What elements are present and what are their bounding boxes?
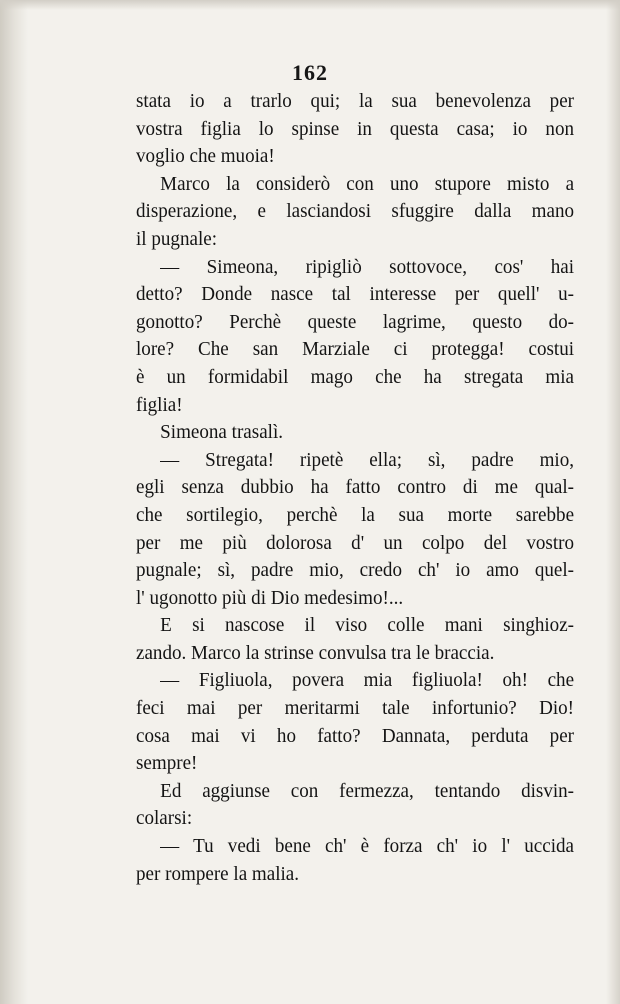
scan-shadow-left (0, 0, 28, 1004)
text-line: — Stregata! ripetè ella; sì, padre mio, (160, 448, 575, 471)
text-line: colarsi: (136, 807, 193, 830)
text-line: egli senza dubbio ha fatto contro di me qual- (136, 476, 575, 499)
text-line: feci mai per meritarmi tale infortunio? Dio! (136, 697, 575, 720)
text-line: stata io a trarlo qui; la sua benevolenza per (136, 90, 575, 112)
text-line: Marco la considerò con uno stupore misto a (160, 172, 575, 195)
text-line: è un formidabil mago che ha stregata mia (136, 365, 575, 388)
text-line: sempre! (136, 752, 198, 775)
text-line: Ed aggiunse con fermezza, tentando disvin- (160, 779, 575, 802)
text-line: — Tu vedi bene ch' è forza ch' io l' uccida (160, 835, 575, 858)
text-line: voglio che muoia! (136, 145, 275, 168)
text-line: pugnale; sì, padre mio, credo ch' io amo quel- (136, 559, 575, 582)
text-line: per me più dolorosa d' un colpo del vostro (136, 531, 575, 554)
text-line: E si nascose il viso colle mani singhioz- (160, 614, 575, 637)
text-line: zando. Marco la strinse convulsa tra le braccia. (136, 641, 495, 664)
text-line: detto? Donde nasce tal interesse per quell' u- (136, 283, 575, 306)
text-line: il pugnale: (136, 227, 218, 250)
text-line: figlia! (136, 393, 183, 416)
text-line: lore? Che san Marziale ci protegga! costui (136, 338, 575, 361)
text-line: che sortilegio, perchè la sua morte sarebbe (136, 503, 575, 526)
scan-shadow-right (606, 0, 620, 1004)
text-line: — Simeona, ripigliò sottovoce, cos' hai (160, 255, 575, 278)
body-text (136, 88, 574, 888)
text-line: Simeona trasalì. (160, 421, 284, 444)
page-number: 162 (292, 60, 328, 85)
text-line: — Figliuola, povera mia figliuola! oh! che (160, 669, 575, 692)
text-line: cosa mai vi ho fatto? Dannata, perduta per (136, 724, 575, 747)
scan-shadow-top (0, 0, 620, 10)
text-line: disperazione, e lasciandosi sfuggire dalla mano (136, 200, 575, 223)
text-line: per rompere la malia. (136, 862, 300, 885)
text-line: gonotto? Perchè queste lagrime, questo do- (136, 310, 575, 333)
text-line: vostra figlia lo spinse in questa casa; io non (136, 117, 575, 140)
text-line: l' ugonotto più di Dio medesimo!... (136, 586, 404, 609)
